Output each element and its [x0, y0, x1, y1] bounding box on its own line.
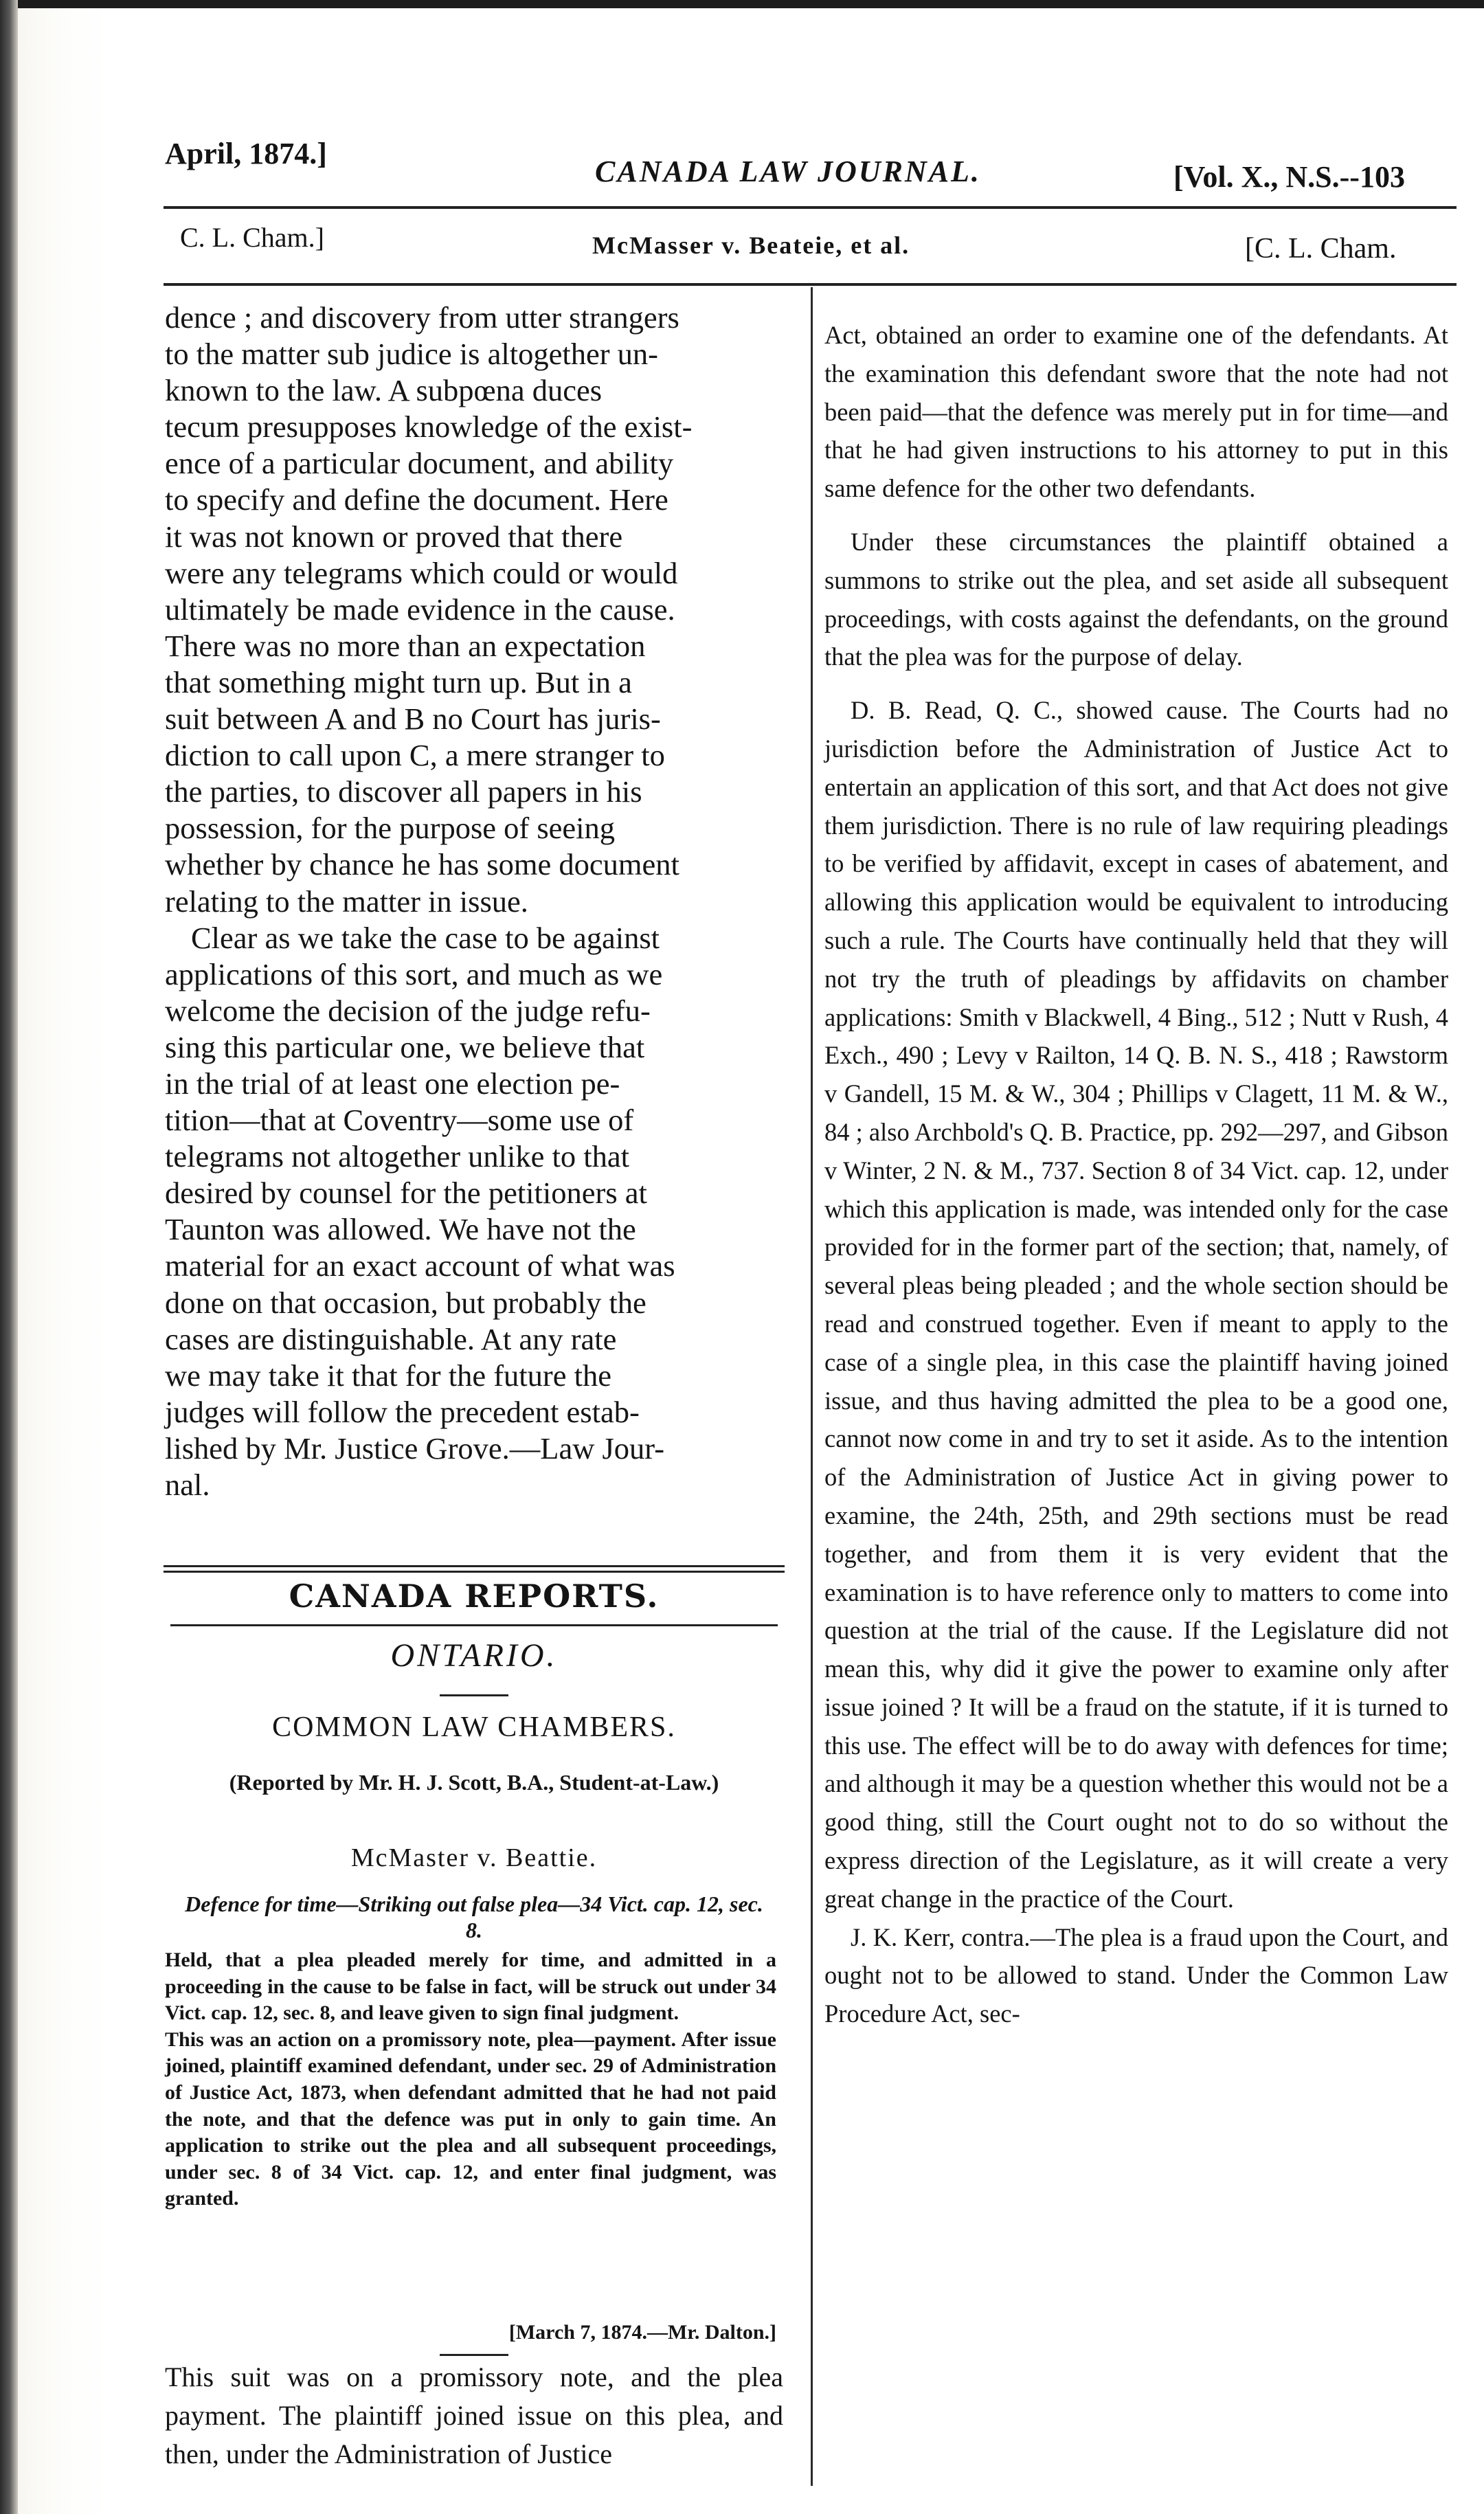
header-rule-bottom	[164, 283, 1457, 286]
left-line: to the matter sub judice is altogether un-	[165, 337, 658, 372]
left-line: telegrams not altogether unlike to that	[165, 1139, 629, 1174]
headnote: Defence for time—Striking out false plea—34 Vict. cap. 12, sec. 8.	[185, 1892, 763, 1942]
suit-text: This suit was on a promissory note, and the plea payment. The plaintiff joined issue on this plea, and then, under the Administration of Justice	[165, 2361, 783, 2469]
running-head-volume: [Vol. X., N.S.--103	[1173, 160, 1405, 194]
court-right: [C. L. Cham.	[1245, 233, 1397, 265]
left-line: sing this particular one, we believe that	[165, 1029, 645, 1064]
suit-paragraph	[165, 2358, 783, 2473]
right-column	[824, 316, 1448, 2033]
left-line: whether by chance he has some document	[165, 847, 679, 882]
left-line: were any telegrams which could or would	[165, 555, 678, 590]
left-line: welcome the decision of the judge refu-	[165, 993, 651, 1028]
left-line: material for an exact account of what was	[165, 1248, 675, 1283]
page-top-edge	[0, 0, 1484, 8]
left-line: known to the law. A subpœna duces	[165, 373, 603, 408]
left-line: we may take it that for the future the	[165, 1358, 611, 1393]
case-title: McMaster v. Beattie.	[350, 1843, 598, 1872]
left-line: it was not known or proved that there	[165, 519, 623, 554]
left-line: dence ; and discovery from utter strangers	[165, 300, 679, 335]
held-paragraph: Held, that a plea pleaded merely for time, and admitted in a proceeding in the cause to be false in fact, will be struck out under 34 Vict. cap. 12, sec. 8, and leave given to sign final judgment.	[165, 1949, 776, 2025]
left-line: tition—that at Coventry—some use of	[165, 1103, 634, 1138]
case-running-title: McMasser v. Beateie, et al.	[592, 232, 910, 259]
left-line: diction to call upon C, a mere stranger to	[165, 738, 665, 773]
left-line: lished by Mr. Justice Grove.—Law Jour-	[165, 1430, 665, 1466]
left-line: relating to the matter in issue.	[165, 884, 528, 919]
left-line: done on that occasion, but probably the	[165, 1285, 647, 1320]
section-rule	[164, 1565, 785, 1567]
page-binding-shadow	[0, 0, 18, 2514]
left-line: to specify and define the document. Here	[165, 482, 668, 517]
left-line: cases are distinguishable. At any rate	[165, 1321, 617, 1356]
running-head-date: April, 1874.]	[165, 137, 327, 170]
left-line: the parties, to discover all papers in his	[165, 774, 642, 809]
left-line: tecum presupposes knowledge of the exist-	[165, 409, 693, 445]
court-heading: COMMON LAW CHAMBERS.	[272, 1711, 676, 1743]
court-left: C. L. Cham.]	[180, 222, 324, 253]
facts-paragraph: This was an action on a promissory note, plea—payment. After issue joined, plaintiff examined defendant, under sec. 29 of Administration of Justice Act, 1873, when defendant admitted that he had not paid the note, and that the defence was put in only to gain time. An application to strike out the plea and all subsequent proceedings, under sec. 8 of 34 Vict. cap. 12, and enter final judgment, was granted.	[165, 2028, 776, 2210]
left-line: in the trial of at least one election pe-	[165, 1066, 620, 1101]
right-paragraph-1: Act, obtained an order to examine one of the defendants. At the examination this defendant swore that the note had not been paid—that the defence was merely put in for time—and that he had given instructions to his attorney to put in this same defence for the other two defendants.	[824, 321, 1448, 503]
right-paragraph-3: D. B. Read, Q. C., showed cause. The Courts had no jurisdiction before the Administration of Justice Act to entertain an application of this sort, and that Act does not give them jurisdiction. There is no rule of law requiring pleadings to be verified by affidavit, except in cases of abatement, and allowing this application would be equivalent to introducing such a rule. The Courts have continually held that they will not try the truth of pleadings by affidavits on chamber applications: Smith v Blackwell, 4 Bing., 512 ; Nutt v Rush, 4 Exch., 490 ; Levy v Railton, 14 Q. B. N. S., 418 ; Rawstorm v Gandell, 15 M. & W., 304 ; Phillips v Clagett, 11 M. & W., 84 ; also Archbold's Q. B. Practice, pp. 292—297, and Gibson v Winter, 2 N. & M., 737. Section 8 of 34 Vict. cap. 12, under which this application is made, was intended only for the case provided for in the former part of the section; that, namely, of several pleas being pleaded ; and the whole section should be read and construed together. Even if meant to apply to the case of a single plea, in this case the plaintiff having joined issue, and thus having admitted the plea to be a good one, cannot now come in and try to set it aside. As to the intention of the Administration of Justice Act in giving power to examine, the 24th, 25th, and 29th sections must be read together, and from them it is very evident that the examination is to have reference only to matters to come into question at the trial of the cause. If the Legislature did not mean this, why did it give the power to examine only after issue joined ? It will be a fraud on the statute, if it is turned to this use. The effect will be to do away with defences for time; and although it may be a question whether this would not be a good thing, still the Court ought not to do so without the express direction of the Legislature, as it will create a very great change in the practice of the Court.	[824, 696, 1448, 1913]
held-block	[165, 1947, 776, 2212]
left-line: ultimately be made evidence in the cause.	[165, 592, 675, 627]
left-line: suit between A and B no Court has juris-	[165, 702, 661, 737]
section-title: CANADA REPORTS.	[289, 1578, 660, 1615]
column-divider	[811, 287, 813, 2486]
left-line: Taunton was allowed. We have not the	[165, 1212, 636, 1247]
running-head-journal: CANADA LAW JOURNAL.	[595, 155, 981, 188]
right-paragraph-2: Under these circumstances the plaintiff obtained a summons to strike out the plea, and set aside all subsequent proceedings, with costs against the defendants, on the ground that the plea was for the purpose of delay.	[824, 527, 1448, 671]
province-heading: ONTARIO.	[390, 1637, 558, 1674]
section-rule	[170, 1624, 778, 1626]
decision-date: [March 7, 1874.—Mr. Dalton.]	[508, 2321, 776, 2344]
left-line: that something might turn up. But in a	[165, 664, 632, 699]
left-paragraph-2	[165, 920, 783, 1504]
left-line: ence of a particular document, and ability	[165, 446, 674, 481]
left-line: judges will follow the precedent estab-	[165, 1394, 640, 1429]
left-line: possession, for the purpose of seeing	[165, 811, 616, 846]
header-rule-top	[164, 206, 1457, 209]
section-rule	[164, 1571, 785, 1573]
short-rule	[440, 1694, 508, 1696]
left-line: desired by counsel for the petitioners at	[165, 1176, 647, 1211]
left-line: Clear as we take the case to be against	[191, 920, 660, 955]
reporter-line: (Reported by Mr. H. J. Scott, B.A., Student-at-Law.)	[229, 1770, 719, 1795]
left-paragraph-1	[165, 300, 783, 920]
left-line: nal.	[165, 1468, 210, 1502]
left-line: applications of this sort, and much as we	[165, 956, 663, 991]
right-paragraph-4: J. K. Kerr, contra.—The plea is a fraud upon the Court, and ought not to be allowed to stand. Under the Common Law Procedure Act, sec-	[824, 1922, 1448, 2028]
short-rule	[440, 2354, 508, 2356]
left-column	[165, 300, 783, 1503]
left-line: There was no more than an expectation	[165, 628, 646, 663]
